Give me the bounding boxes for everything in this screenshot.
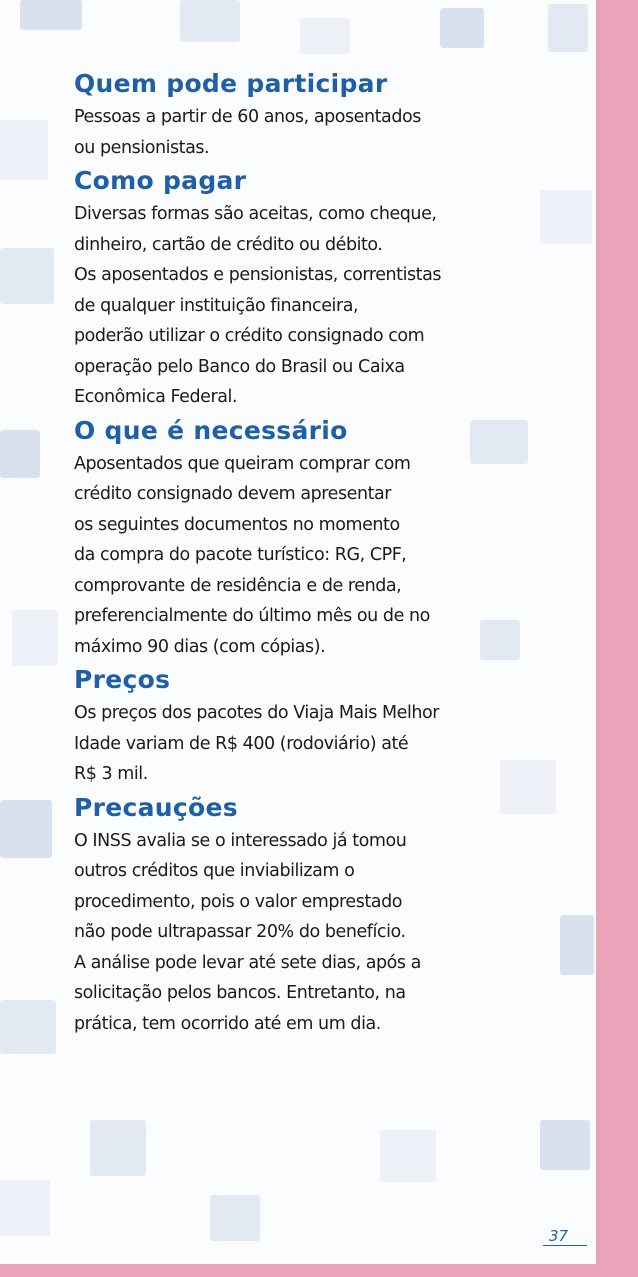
text-line: R$ 3 mil. (74, 764, 148, 784)
decor-square (440, 8, 484, 48)
section-precaucoes (74, 790, 574, 1040)
section-o-que-e-necessario (74, 413, 574, 663)
decor-square (12, 610, 58, 666)
decor-square (0, 1180, 50, 1236)
pink-side-border (596, 0, 638, 1277)
decor-square (0, 1000, 56, 1054)
text-line: os seguintes documentos no momento (74, 514, 400, 535)
decor-square (0, 120, 48, 180)
pink-bottom-border (0, 1264, 638, 1277)
section-paragraph (74, 449, 574, 663)
text-line: Os aposentados e pensionistas, correntistas (74, 265, 442, 285)
section-heading: O que é necessário (74, 415, 348, 445)
page-number: 37 (543, 1227, 587, 1246)
text-line: procedimento, pois o valor emprestado (74, 891, 402, 912)
document-body (74, 66, 574, 1039)
text-line: prática, tem ocorrido até em um dia. (74, 1013, 381, 1034)
text-line: ou pensionistas. (74, 137, 210, 158)
text-line: preferencialmente do último mês ou de no (74, 606, 430, 626)
decor-square (380, 1130, 436, 1182)
decor-square (180, 0, 240, 42)
section-precos (74, 662, 574, 790)
text-line: de qualquer instituição financeira, (74, 295, 359, 316)
section-heading: Quem pode participar (74, 69, 388, 98)
text-line: Econômica Federal. (74, 387, 237, 407)
text-line: crédito consignado devem apresentar (74, 484, 392, 504)
decor-square (300, 18, 350, 54)
text-line: Diversas formas são aceitas, como cheque, (74, 204, 437, 224)
decor-square (0, 248, 54, 304)
decor-square (540, 1120, 590, 1170)
decor-square (210, 1195, 260, 1241)
section-paragraph (74, 698, 574, 790)
text-line: Os preços dos pacotes do Viaja Mais Melhor (74, 703, 439, 723)
section-heading: Precauções (74, 792, 238, 822)
section-paragraph (74, 199, 574, 413)
text-line: A análise pode levar até sete dias, após a (74, 952, 421, 973)
decor-square (548, 4, 588, 52)
text-line: Aposentados que queiram comprar com (74, 453, 411, 474)
section-quem-pode-participar (74, 66, 574, 163)
decor-square (20, 0, 82, 30)
text-line: comprovante de residência e de renda, (74, 575, 402, 596)
text-line: poderão utilizar o crédito consignado com (74, 326, 425, 346)
text-line: Idade variam de R$ 400 (rodoviário) até (74, 733, 409, 754)
text-line: Pessoas a partir de 60 anos, aposentados (74, 107, 421, 127)
decor-square (90, 1120, 146, 1176)
section-paragraph (74, 102, 574, 163)
section-como-pagar (74, 163, 574, 413)
text-line: máximo 90 dias (com cópias). (74, 636, 326, 657)
text-line: outros créditos que inviabilizam o (74, 861, 355, 881)
decor-square (0, 430, 40, 478)
section-heading: Como pagar (74, 166, 247, 195)
text-line: O INSS avalia se o interessado já tomou (74, 830, 407, 851)
text-line: operação pelo Banco do Brasil ou Caixa (74, 356, 405, 377)
text-line: solicitação pelos bancos. Entretanto, na (74, 983, 406, 1003)
text-line: da compra do pacote turístico: RG, CPF, (74, 545, 407, 565)
section-heading: Preços (74, 665, 171, 694)
decor-square (0, 800, 52, 858)
section-paragraph (74, 826, 574, 1040)
text-line: não pode ultrapassar 20% do benefício. (74, 922, 406, 942)
text-line: dinheiro, cartão de crédito ou débito. (74, 234, 383, 255)
